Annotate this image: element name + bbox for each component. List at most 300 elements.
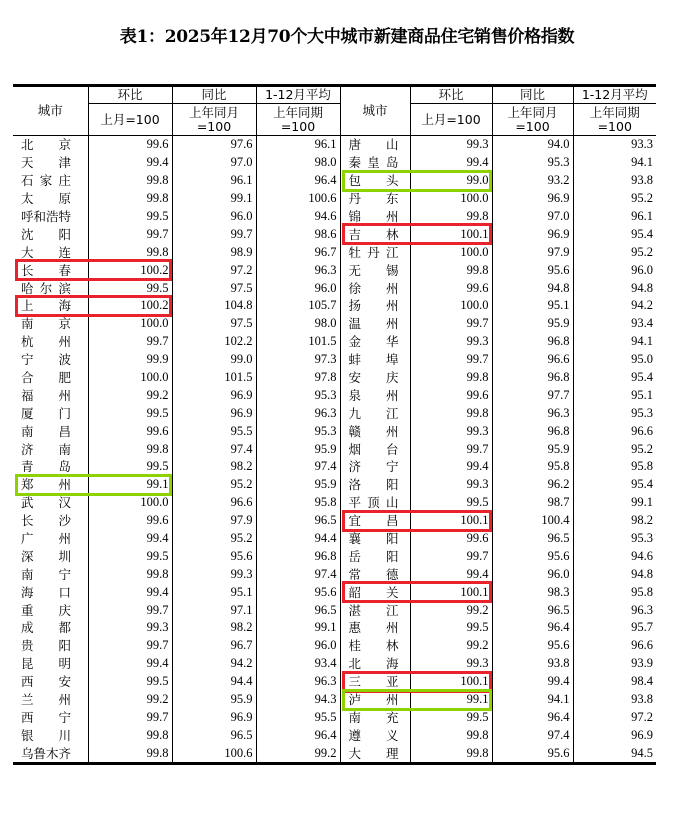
avg-value-left: 99.1 [256,619,340,637]
mom-value-left: 99.8 [88,172,172,190]
yoy-value-right: 93.8 [492,655,573,673]
city-name-left [13,136,88,154]
city-name-left [13,601,88,619]
city-label: 西 安 [21,674,71,690]
city-name-left [13,655,88,673]
city-name-left [13,691,88,709]
mom-value-right: 100.1 [410,512,492,530]
mom-value-right: 99.5 [410,619,492,637]
mom-value-right: 99.0 [410,172,492,190]
city-name-right [340,261,410,279]
table-body [13,136,656,764]
table-row [13,637,656,655]
mom-value-right: 99.8 [410,744,492,763]
avg-value-left: 98.6 [256,225,340,243]
table-row [13,261,656,279]
mom-value-left: 99.6 [88,136,172,154]
page-title: 表1：2025年12月70个大中城市新建商品住宅销售价格指数 [119,27,575,47]
yoy-value-left: 99.7 [172,225,256,243]
mom-value-right: 99.6 [410,386,492,404]
city-name-right [340,369,410,387]
avg-value-right: 98.4 [573,673,656,691]
mom-value-left: 99.8 [88,190,172,208]
yoy-value-left: 96.9 [172,386,256,404]
city-name-right [340,512,410,530]
table-row [13,530,656,548]
city-name-left [13,386,88,404]
yoy-value-left: 96.6 [172,494,256,512]
city-name-left [13,709,88,727]
yoy-value-right: 95.6 [492,744,573,763]
city-label: 深 圳 [21,548,71,564]
avg-value-left: 100.6 [256,190,340,208]
city-label: 唐 山 [348,137,399,153]
mom-value-left: 99.5 [88,673,172,691]
avg-value-right: 95.4 [573,476,656,494]
city-label: 昆 明 [21,656,71,672]
city-name-right [340,422,410,440]
avg-value-right: 94.1 [573,154,656,172]
yoy-value-left: 95.1 [172,583,256,601]
city-name-right [340,458,410,476]
mom-value-right: 99.7 [410,440,492,458]
yoy-value-left: 98.2 [172,619,256,637]
yoy-value-right: 95.6 [492,261,573,279]
city-label: 蚌 埠 [348,352,399,368]
mom-value-left: 99.5 [88,208,172,226]
mom-value-left: 100.2 [88,261,172,279]
yoy-value-right: 96.8 [492,369,573,387]
mom-value-left: 100.0 [88,315,172,333]
city-label: 合 肥 [21,370,71,386]
mom-value-left: 99.7 [88,225,172,243]
city-name-left [13,512,88,530]
avg-value-right: 95.2 [573,190,656,208]
yoy-value-left: 97.0 [172,154,256,172]
city-label: 沈 阳 [21,226,71,242]
city-label: 长 春 [21,262,71,278]
avg-value-right: 95.2 [573,243,656,261]
city-name-left [13,476,88,494]
header-yoy-left: 同比 [172,86,256,104]
table-row [13,726,656,744]
yoy-value-right: 96.5 [492,601,573,619]
yoy-value-left: 96.0 [172,208,256,226]
mom-value-left: 99.5 [88,279,172,297]
city-label: 宁 波 [21,352,71,368]
city-label: 扬 州 [348,298,399,314]
avg-value-left: 96.4 [256,172,340,190]
header-mom-right: 环比 [410,86,492,104]
city-label: 泸 州 [348,692,399,708]
avg-value-left: 101.5 [256,333,340,351]
avg-value-right: 95.3 [573,404,656,422]
city-name-right [340,297,410,315]
header-mom-left: 环比 [88,86,172,104]
city-name-left [13,190,88,208]
city-name-left [13,530,88,548]
city-label: 杭 州 [21,334,71,350]
avg-value-right: 94.5 [573,744,656,763]
yoy-value-right: 96.6 [492,351,573,369]
avg-value-right: 96.1 [573,208,656,226]
yoy-value-right: 96.8 [492,422,573,440]
city-name-right [340,691,410,709]
avg-value-left: 96.5 [256,512,340,530]
city-name-left [13,404,88,422]
avg-value-right: 94.1 [573,333,656,351]
avg-value-right: 95.4 [573,369,656,387]
city-label: 三 亚 [348,674,399,690]
city-name-right [340,530,410,548]
city-label: 桂 林 [348,638,399,654]
avg-value-left: 96.1 [256,136,340,154]
city-label: 洛 阳 [348,477,399,493]
table-row [13,369,656,387]
mom-value-right: 99.3 [410,476,492,494]
table-row [13,691,656,709]
city-label: 南 京 [21,316,71,332]
city-name-right [340,404,410,422]
header-city-right: 城市 [340,86,410,136]
city-name-left [13,583,88,601]
city-label: 丹 东 [348,191,399,207]
yoy-value-left: 99.3 [172,565,256,583]
mom-value-left: 100.2 [88,297,172,315]
city-label: 呼和浩特 [21,209,72,224]
avg-value-left: 94.3 [256,691,340,709]
table-row [13,601,656,619]
mom-value-left: 99.9 [88,351,172,369]
city-label: 平 顶 山 [348,495,399,511]
mom-value-right: 100.0 [410,190,492,208]
city-name-left [13,315,88,333]
avg-value-right: 93.8 [573,691,656,709]
city-name-right [340,243,410,261]
city-label: 大 连 [21,244,71,260]
city-label: 石 家 庄 [21,173,71,189]
table-row [13,279,656,297]
yoy-value-left: 97.5 [172,279,256,297]
city-name-right [340,386,410,404]
table-row [13,440,656,458]
city-name-right [340,315,410,333]
table-row [13,190,656,208]
avg-value-left: 95.8 [256,494,340,512]
city-name-right [340,709,410,727]
city-name-left [13,422,88,440]
avg-value-left: 94.4 [256,530,340,548]
city-name-right [340,476,410,494]
avg-value-right: 96.6 [573,422,656,440]
city-name-left [13,333,88,351]
city-label: 锦 州 [348,209,399,224]
avg-value-left: 97.4 [256,458,340,476]
city-name-left [13,154,88,172]
city-name-right [340,136,410,154]
city-label: 烟 台 [348,441,399,457]
city-name-right [340,494,410,512]
city-label: 泉 州 [348,387,399,403]
avg-value-left: 96.3 [256,673,340,691]
mom-value-left: 99.1 [88,476,172,494]
header-avg-right: 1-12月平均 [573,86,656,104]
avg-value-right: 97.2 [573,709,656,727]
table-row [13,225,656,243]
city-label: 厦 门 [21,405,71,421]
mom-value-right: 99.5 [410,709,492,727]
table-row [13,136,656,154]
yoy-value-left: 95.6 [172,547,256,565]
city-name-right [340,619,410,637]
table-row [13,154,656,172]
avg-value-left: 95.3 [256,422,340,440]
header-avg-base-left: 上年同期 =100 [256,104,340,136]
mom-value-right: 100.1 [410,225,492,243]
yoy-value-left: 95.5 [172,422,256,440]
yoy-value-right: 97.7 [492,386,573,404]
yoy-value-right: 96.4 [492,709,573,727]
city-label: 海 口 [21,584,71,600]
mom-value-right: 99.7 [410,315,492,333]
yoy-value-left: 97.4 [172,440,256,458]
city-label: 西 宁 [21,709,71,725]
city-name-left [13,744,88,763]
yoy-value-right: 95.6 [492,547,573,565]
avg-value-right: 95.2 [573,440,656,458]
table-row [13,315,656,333]
avg-value-right: 94.2 [573,297,656,315]
avg-value-right: 94.6 [573,547,656,565]
mom-value-left: 99.2 [88,386,172,404]
city-label: 包 头 [348,173,399,189]
yoy-value-left: 96.1 [172,172,256,190]
table-row [13,655,656,673]
yoy-value-right: 95.6 [492,637,573,655]
city-name-right [340,225,410,243]
city-name-right [340,601,410,619]
city-name-right [340,726,410,744]
yoy-value-left: 94.2 [172,655,256,673]
city-name-right [340,655,410,673]
avg-value-right: 96.0 [573,261,656,279]
city-label: 惠 州 [348,620,399,636]
yoy-value-left: 95.2 [172,530,256,548]
mom-value-right: 99.8 [410,369,492,387]
yoy-value-right: 96.9 [492,225,573,243]
mom-value-left: 99.8 [88,565,172,583]
header-avg-base-right: 上年同期 =100 [573,104,656,136]
mom-value-right: 99.2 [410,601,492,619]
mom-value-left: 100.0 [88,369,172,387]
mom-value-left: 99.5 [88,404,172,422]
city-label: 北 京 [21,137,71,153]
table-row [13,476,656,494]
city-name-left [13,279,88,297]
avg-value-right: 98.2 [573,512,656,530]
table-row [13,172,656,190]
mom-value-right: 99.6 [410,279,492,297]
city-name-left [13,458,88,476]
avg-value-right: 93.4 [573,315,656,333]
mom-value-left: 100.0 [88,494,172,512]
table-row [13,512,656,530]
mom-value-right: 99.3 [410,136,492,154]
mom-value-right: 99.4 [410,458,492,476]
table-row [13,583,656,601]
avg-value-right: 93.3 [573,136,656,154]
city-label: 青 岛 [21,459,71,475]
city-label: 金 华 [348,334,399,350]
city-name-left [13,261,88,279]
mom-value-right: 99.7 [410,547,492,565]
city-label: 大 理 [348,745,399,761]
city-label: 武 汉 [21,495,71,511]
yoy-value-right: 96.2 [492,476,573,494]
table-row [13,351,656,369]
yoy-value-right: 97.4 [492,726,573,744]
mom-value-right: 100.1 [410,673,492,691]
header-yoy-base-left: 上年同月 =100 [172,104,256,136]
price-index-table [13,84,656,765]
yoy-value-right: 95.1 [492,297,573,315]
yoy-value-left: 99.1 [172,190,256,208]
city-label: 贵 阳 [21,638,71,654]
mom-value-left: 99.4 [88,530,172,548]
city-label: 乌鲁木齐 [21,745,72,761]
yoy-value-left: 96.9 [172,404,256,422]
city-label: 襄 阳 [348,531,399,547]
mom-value-right: 99.8 [410,404,492,422]
yoy-value-right: 99.4 [492,673,573,691]
city-name-right [340,744,410,763]
yoy-value-left: 102.2 [172,333,256,351]
yoy-value-left: 98.2 [172,458,256,476]
city-name-right [340,154,410,172]
yoy-value-right: 96.0 [492,565,573,583]
city-label: 广 州 [21,531,71,547]
city-label: 赣 州 [348,423,399,439]
mom-value-left: 99.5 [88,547,172,565]
mom-value-left: 99.7 [88,333,172,351]
mom-value-right: 99.4 [410,154,492,172]
table-row [13,208,656,226]
avg-value-right: 95.3 [573,530,656,548]
city-label: 天 津 [21,155,71,171]
avg-value-left: 98.0 [256,154,340,172]
city-name-right [340,440,410,458]
avg-value-right: 95.8 [573,583,656,601]
mom-value-right: 99.3 [410,655,492,673]
city-name-right [340,583,410,601]
mom-value-left: 99.5 [88,458,172,476]
yoy-value-right: 95.8 [492,458,573,476]
mom-value-right: 99.3 [410,333,492,351]
city-label: 长 沙 [21,513,71,529]
city-name-right [340,190,410,208]
avg-value-right: 93.9 [573,655,656,673]
yoy-value-right: 94.8 [492,279,573,297]
mom-value-left: 99.8 [88,243,172,261]
mom-value-right: 99.8 [410,208,492,226]
avg-value-right: 95.0 [573,351,656,369]
table-row [13,333,656,351]
header-yoy-base-right: 上年同月 =100 [492,104,573,136]
avg-value-right: 95.8 [573,458,656,476]
yoy-value-left: 94.4 [172,673,256,691]
yoy-value-right: 96.9 [492,190,573,208]
header-yoy-right: 同比 [492,86,573,104]
city-name-right [340,547,410,565]
yoy-value-left: 97.2 [172,261,256,279]
yoy-value-left: 98.9 [172,243,256,261]
mom-value-left: 99.6 [88,512,172,530]
city-label: 徐 州 [348,280,399,296]
city-label: 重 庆 [21,602,71,618]
yoy-value-right: 96.5 [492,530,573,548]
avg-value-left: 96.3 [256,404,340,422]
city-label: 银 川 [21,727,71,743]
city-label: 济 南 [21,441,71,457]
mom-value-left: 99.4 [88,154,172,172]
city-name-right [340,351,410,369]
mom-value-left: 99.8 [88,440,172,458]
city-label: 济 宁 [348,459,399,475]
table-row [13,494,656,512]
yoy-value-right: 96.3 [492,404,573,422]
header-mom-base-left: 上月=100 [88,104,172,136]
avg-value-left: 97.3 [256,351,340,369]
avg-value-left: 96.8 [256,547,340,565]
yoy-value-left: 96.9 [172,709,256,727]
city-name-left [13,172,88,190]
avg-value-left: 95.9 [256,440,340,458]
mom-value-left: 99.6 [88,422,172,440]
yoy-value-right: 96.4 [492,619,573,637]
avg-value-left: 96.4 [256,726,340,744]
yoy-value-right: 95.3 [492,154,573,172]
mom-value-right: 100.0 [410,297,492,315]
mom-value-right: 99.4 [410,565,492,583]
city-label: 上 海 [21,298,71,314]
city-name-left [13,637,88,655]
mom-value-left: 99.8 [88,744,172,763]
mom-value-left: 99.7 [88,637,172,655]
yoy-value-left: 101.5 [172,369,256,387]
table-row [13,404,656,422]
table-row [13,709,656,727]
yoy-value-right: 97.9 [492,243,573,261]
city-name-left [13,726,88,744]
city-label: 九 江 [348,405,399,421]
avg-value-right: 93.8 [573,172,656,190]
mom-value-right: 99.7 [410,351,492,369]
city-name-left [13,565,88,583]
table-row [13,243,656,261]
city-label: 兰 州 [21,692,71,708]
avg-value-left: 99.2 [256,744,340,763]
avg-value-left: 96.0 [256,279,340,297]
avg-value-right: 94.8 [573,279,656,297]
table-row [13,547,656,565]
city-label: 岳 阳 [348,548,399,564]
header-mom-base-right: 上月=100 [410,104,492,136]
city-name-left [13,297,88,315]
city-label: 北 海 [348,656,399,672]
yoy-value-right: 97.0 [492,208,573,226]
table-row [13,744,656,763]
header-city-left: 城市 [13,86,88,136]
